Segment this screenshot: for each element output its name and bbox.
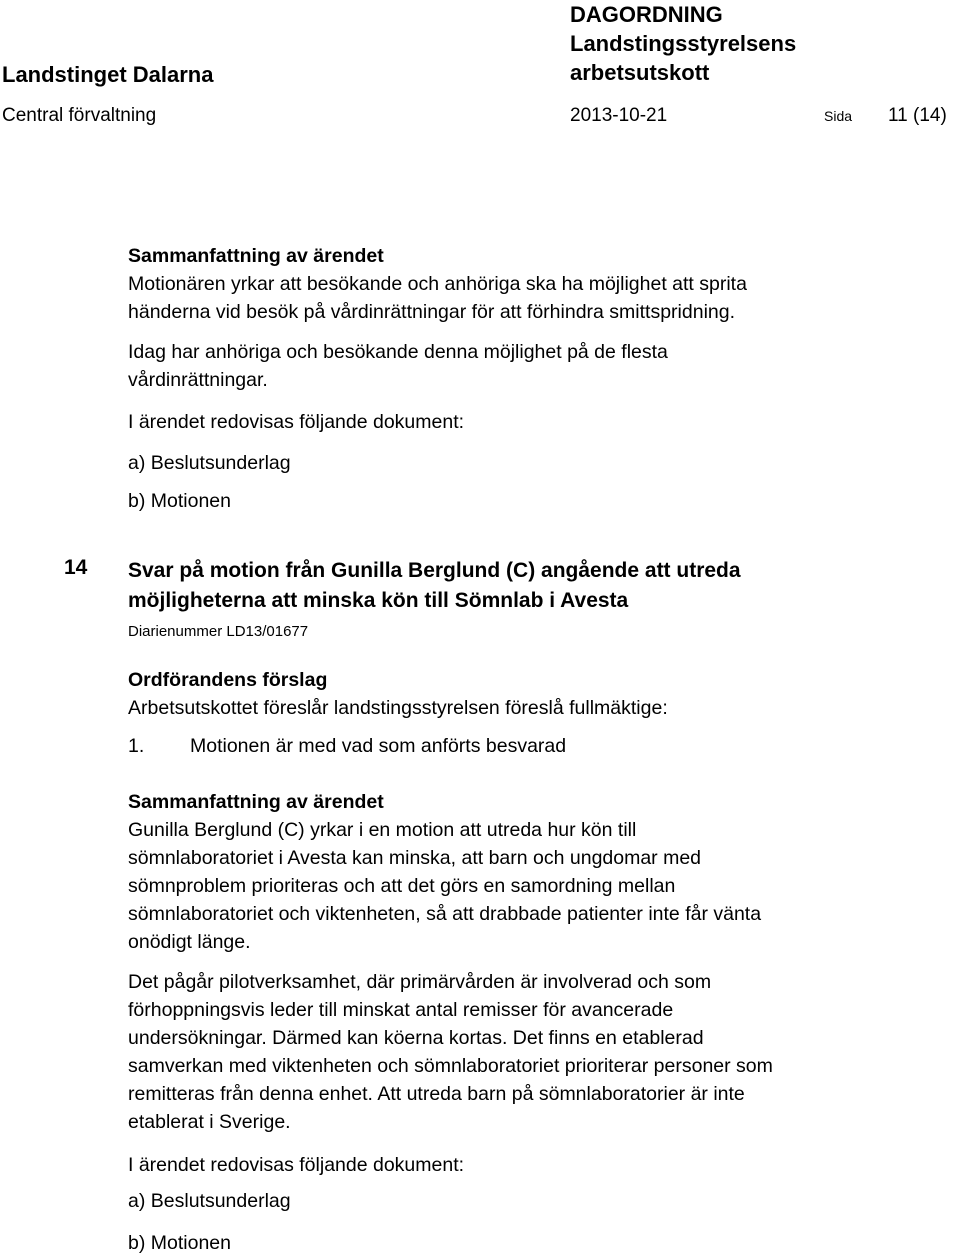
title-line: arbetsutskott bbox=[570, 60, 710, 85]
proposal-heading: Ordförandens förslag bbox=[128, 669, 328, 691]
summary-paragraph: Gunilla Berglund (C) yrkar i en motion att utreda hur kön till sömnlaboratoriet i Avesta kan minska, att barn och ungdomar med sömnproblem prioriteras och att det görs en samordning mellan sömnlaboratoriet och viktenheten, så att drabbade patienter inte får vänta onödigt länge. bbox=[128, 819, 762, 953]
document-date: 2013-10-21 bbox=[570, 105, 668, 126]
summary-heading: Sammanfattning av ärendet bbox=[128, 791, 384, 813]
item-number: 14 bbox=[64, 556, 88, 579]
documents-intro: I ärendet redovisas följande dokument: bbox=[128, 1154, 465, 1176]
proposal-text: Arbetsutskottet föreslår landstingsstyrelsen föreslå fullmäktige: bbox=[128, 697, 668, 719]
proposal-item-number: 1. bbox=[128, 735, 145, 757]
proposal-item-text: Motionen är med vad som anförts besvarad bbox=[190, 735, 567, 757]
title-line: Landstingsstyrelsens bbox=[570, 31, 797, 56]
page-number: 11 (14) bbox=[888, 105, 947, 126]
summary-heading: Sammanfattning av ärendet bbox=[128, 245, 384, 267]
document-item: b) Motionen bbox=[128, 490, 231, 512]
summary-paragraph: Det pågår pilotverksamhet, där primärvården är involverad och som förhoppningsvis leder till minskat antal remisser för avancerade undersökningar. Därmed kan köerna kortas. Det finns en etablerad samverkan med viktenheten och sömnlaboratoriet prioriterar personer som remitteras från denna enhet. Att utreda barn på sömnlaboratorier är inte etablerat i Sverige. bbox=[128, 971, 773, 1133]
department: Central förvaltning bbox=[2, 105, 157, 126]
document-item: a) Beslutsunderlag bbox=[128, 1190, 291, 1212]
summary-paragraph: Idag har anhöriga och besökande denna möjlighet på de flesta vårdinrättningar. bbox=[128, 341, 668, 391]
document-item: b) Motionen bbox=[128, 1232, 231, 1254]
organization-name: Landstinget Dalarna bbox=[2, 62, 214, 87]
summary-paragraph: Motionären yrkar att besökande och anhöriga ska ha möjlighet att sprita händerna vid besök på vårdinrättningar för att förhindra smittspridning. bbox=[128, 273, 747, 323]
document-title bbox=[570, 0, 796, 87]
document-item: a) Beslutsunderlag bbox=[128, 452, 291, 474]
item-title: Svar på motion från Gunilla Berglund (C) angående att utreda möjligheterna att minska kön till Sömnlab i Avesta bbox=[128, 559, 741, 612]
diary-number: Diarienummer LD13/01677 bbox=[128, 623, 309, 640]
documents-intro: I ärendet redovisas följande dokument: bbox=[128, 411, 465, 433]
title-line: DAGORDNING bbox=[570, 2, 723, 27]
page-label: Sida bbox=[824, 108, 853, 124]
